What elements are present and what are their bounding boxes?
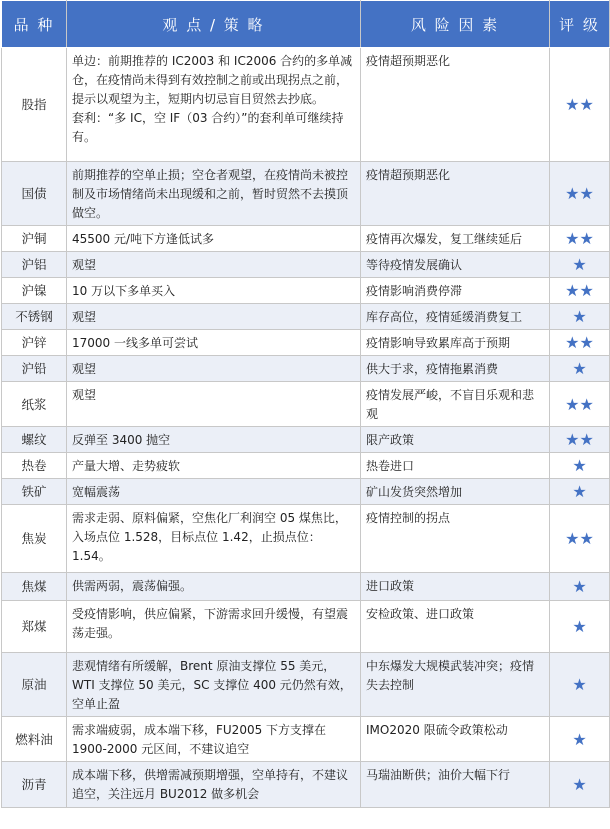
strategy-cell [67,601,361,653]
risk-cell: 疫情超预期恶化 [361,48,550,162]
risk-cell: 安检政策、进口政策 [361,601,550,653]
risk-cell: 疫情发展严峻，不盲目乐观和悲观 [361,382,550,427]
variety-name: 沪铝 [2,252,67,278]
variety-name: 郑煤 [2,601,67,653]
strategy-cell [67,356,361,382]
strategy-text: 45500 元/吨下方逢低试多 [72,232,215,246]
strategy-text: 观望 [72,310,97,324]
star-icon: ★ [550,304,610,330]
strategy-text: 观望 [72,258,97,272]
risk-cell: 马瑞油断供；油价大幅下行 [361,762,550,808]
star-icon: ★ [550,252,610,278]
table-row [2,356,610,382]
risk-cell: 供大于求，疫情拖累消费 [361,356,550,382]
strategy-text: 悲观情绪有所缓解，Brent 原油支撑位 55 美元，WTI 支撑位 50 美元，SC 支撑位 400 元仍然有效，空单止盈 [72,659,352,711]
star-icon: ★ [550,717,610,762]
header-risk: 风 险 因 素 [361,1,550,48]
variety-name: 螺纹 [2,427,67,453]
strategy-text: 前期推荐的空单止损；空仓者观望，在疫情尚未被控制及市场情绪尚未出现缓和之前，暂时贸然不去摸顶做空。 [72,168,349,220]
variety-name: 股指 [2,48,67,162]
strategy-text: 需求走弱、原料偏紧，空焦化厂利润空 05 煤焦比，入场点位 1.528，目标点位 1.42，止损点位：1.54。 [72,511,347,563]
table-row [2,252,610,278]
table-row [2,162,610,226]
table-row [2,48,610,162]
table-row [2,653,610,717]
futures-strategy-table [1,0,610,808]
table-row [2,304,610,330]
table-row [2,762,610,808]
star-icon: ★★ [550,226,610,252]
strategy-cell [67,162,361,226]
table-row [2,278,610,304]
table-row [2,427,610,453]
table-row [2,601,610,653]
star-icon: ★★ [550,162,610,226]
table-row [2,479,610,505]
table-row [2,226,610,252]
star-icon: ★ [550,653,610,717]
risk-cell: 中东爆发大规模武装冲突；疫情失去控制 [361,653,550,717]
star-icon: ★★ [550,382,610,427]
strategy-cell [67,226,361,252]
strategy-text: 17000 一线多单可尝试 [72,336,198,350]
header-variety: 品 种 [2,1,67,48]
variety-name: 铁矿 [2,479,67,505]
star-icon: ★ [550,601,610,653]
risk-cell: 热卷进口 [361,453,550,479]
strategy-text: 供需两弱，震荡偏强。 [72,579,193,593]
table-row [2,330,610,356]
strategy-cell [67,573,361,601]
risk-cell: 等待疫情发展确认 [361,252,550,278]
strategy-text: 反弹至 3400 抛空 [72,433,171,447]
header-rating: 评 级 [550,1,610,48]
risk-cell: 库存高位，疫情延缓消费复工 [361,304,550,330]
risk-cell: 进口政策 [361,573,550,601]
strategy-text: 观望 [72,388,97,402]
strategy-cell [67,48,361,162]
risk-cell: 限产政策 [361,427,550,453]
strategy-text: 成本端下移，供增需减预期增强，空单持有，不建议追空，关注远月 BU2012 做多机会 [72,768,349,801]
strategy-cell [67,304,361,330]
variety-name: 焦煤 [2,573,67,601]
strategy-text: 产量大增、走势疲软 [72,459,181,473]
risk-cell: 疫情超预期恶化 [361,162,550,226]
variety-name: 沥青 [2,762,67,808]
strategy-text: 观望 [72,362,97,376]
table-row [2,717,610,762]
star-icon: ★★ [550,427,610,453]
star-icon: ★ [550,479,610,505]
star-icon: ★★ [550,48,610,162]
risk-cell: 疫情控制的拐点 [361,505,550,573]
risk-cell: 疫情影响消费停滞 [361,278,550,304]
variety-name: 沪锌 [2,330,67,356]
risk-cell: 疫情影响导致累库高于预期 [361,330,550,356]
variety-name: 纸浆 [2,382,67,427]
risk-cell: 矿山发货突然增加 [361,479,550,505]
header-strategy: 观 点 / 策 略 [67,1,361,48]
risk-cell: 疫情再次爆发，复工继续延后 [361,226,550,252]
table-row [2,505,610,573]
strategy-cell [67,278,361,304]
strategy-cell [67,453,361,479]
strategy-text: 套利：“多 IC，空 IF（03 合约）”的套利单可继续持有。 [72,111,344,144]
strategy-cell [67,653,361,717]
strategy-text: 需求端疲弱，成本端下移，FU2005 下方支撑在 1900-2000 元区间，不建议追空 [72,723,327,756]
variety-name: 沪铜 [2,226,67,252]
strategy-cell [67,717,361,762]
table-row [2,382,610,427]
variety-name: 原油 [2,653,67,717]
strategy-text: 宽幅震荡 [72,485,121,499]
variety-name: 沪镍 [2,278,67,304]
risk-cell: IMO2020 限硫令政策松动 [361,717,550,762]
variety-name: 热卷 [2,453,67,479]
variety-name: 燃料油 [2,717,67,762]
star-icon: ★ [550,453,610,479]
star-icon: ★ [550,573,610,601]
strategy-cell [67,330,361,356]
strategy-cell [67,427,361,453]
strategy-text: 单边：前期推荐的 IC2003 和 IC2006 合约的多单减仓，在疫情尚未得到有效控制之前或出现拐点之前，提示以观望为主，短期内切忌盲目贸然去抄底。 [72,54,353,106]
variety-name: 国债 [2,162,67,226]
table-header-row [2,1,610,48]
strategy-cell [67,479,361,505]
star-icon: ★★ [550,330,610,356]
strategy-text: 10 万以下多单买入 [72,284,176,298]
strategy-cell [67,382,361,427]
strategy-cell [67,252,361,278]
table-row [2,453,610,479]
star-icon: ★★ [550,505,610,573]
variety-name: 不锈钢 [2,304,67,330]
star-icon: ★★ [550,278,610,304]
strategy-text: 受疫情影响，供应偏紧，下游需求回升缓慢，有望震荡走强。 [72,607,349,640]
strategy-cell [67,505,361,573]
star-icon: ★ [550,356,610,382]
variety-name: 焦炭 [2,505,67,573]
strategy-cell [67,762,361,808]
table-row [2,573,610,601]
table-body [2,48,610,808]
variety-name: 沪铅 [2,356,67,382]
star-icon: ★ [550,762,610,808]
